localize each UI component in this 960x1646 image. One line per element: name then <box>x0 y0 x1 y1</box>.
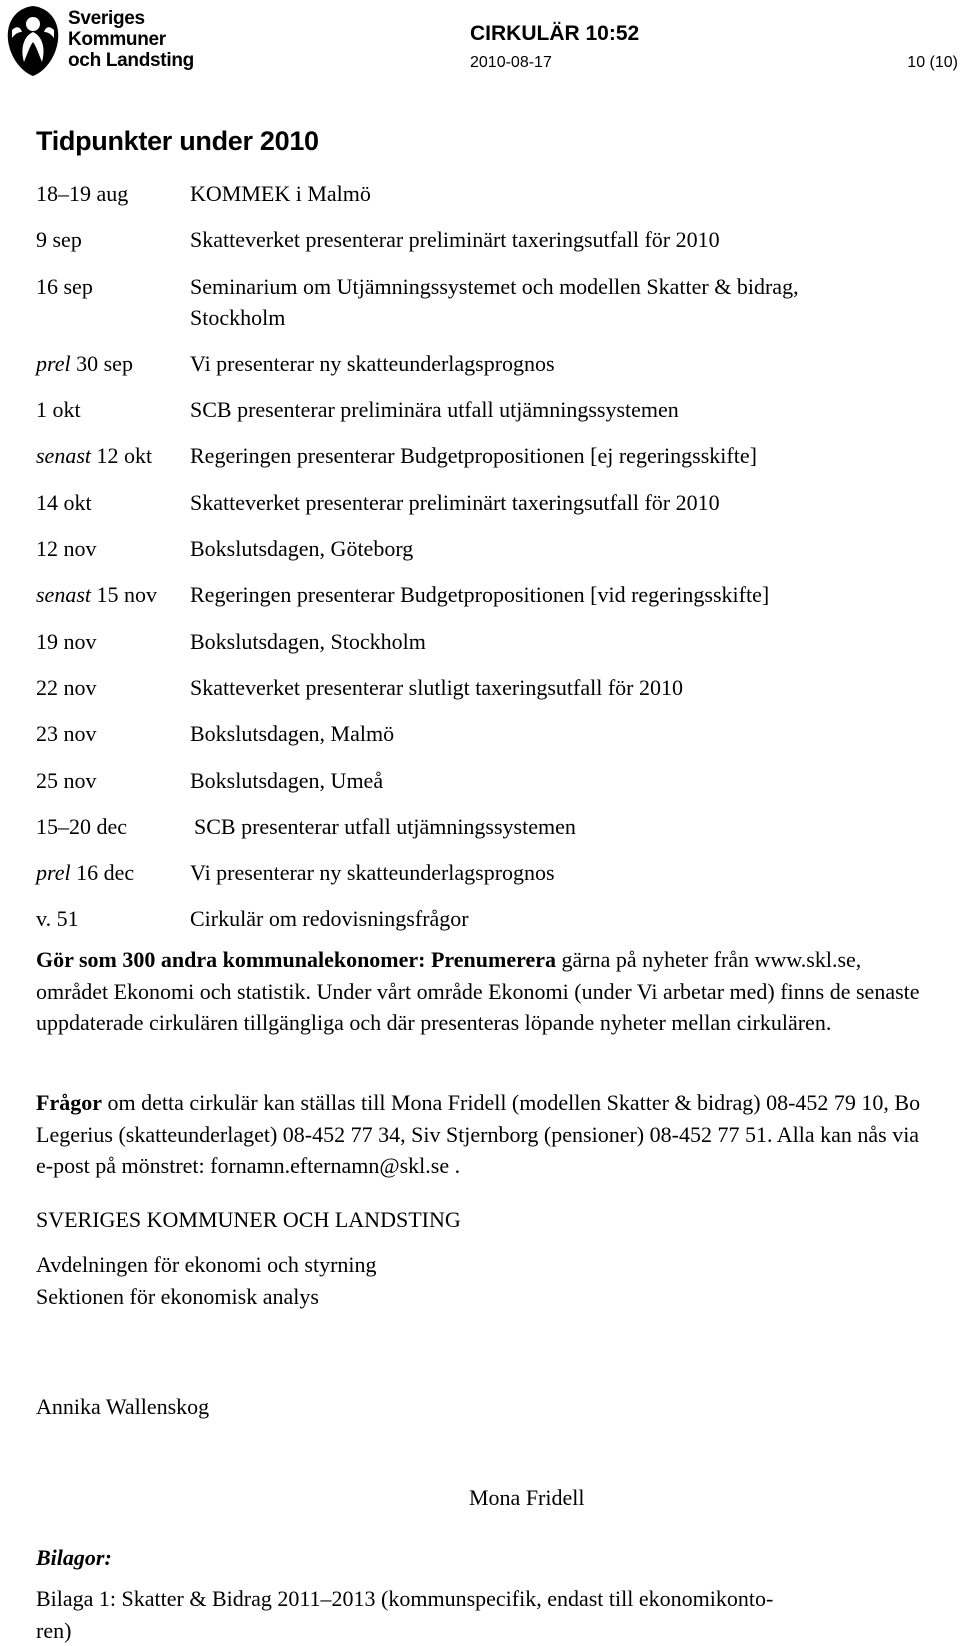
schedule-date-value: 12 okt <box>91 443 153 469</box>
page-number: 10 (10) <box>907 54 958 71</box>
schedule-date-qualifier: senast <box>36 582 91 608</box>
attachment-item <box>36 1583 773 1646</box>
schedule-row <box>36 579 936 610</box>
schedule-date-value: 25 nov <box>36 767 97 793</box>
schedule-event-line: Bokslutsdagen, Umeå <box>190 767 384 793</box>
schedule-row <box>36 857 936 888</box>
logo-line-1: Sveriges <box>68 8 145 29</box>
subscribe-bold: Gör som 300 andra kommunalekonomer: Prenumerera <box>36 947 557 972</box>
schedule-date <box>36 765 97 796</box>
schedule-event-line: Skatteverket presenterar preliminärt taxeringsutfall för 2010 <box>190 227 720 253</box>
schedule-date-value: 19 nov <box>36 628 97 654</box>
signature-1: Annika Wallenskog <box>36 1394 210 1419</box>
schedule-row <box>36 811 936 842</box>
schedule-date <box>36 811 127 842</box>
schedule-event <box>190 857 936 888</box>
schedule-row <box>36 533 936 564</box>
schedule-row <box>36 348 936 379</box>
schedule-event <box>190 487 936 518</box>
schedule-row <box>36 487 936 518</box>
schedule-date-value: 15–20 dec <box>36 813 128 839</box>
schedule-event-line: KOMMEK i Malmö <box>190 181 371 206</box>
schedule-date <box>36 271 93 302</box>
schedule-date-value: 30 sep <box>70 350 133 376</box>
skl-logo <box>0 0 200 80</box>
schedule-date <box>36 533 97 564</box>
schedule-date <box>36 348 133 379</box>
schedule-date-qualifier: prel <box>36 350 71 376</box>
questions-bold: Frågor <box>36 1090 102 1115</box>
schedule-event <box>190 903 936 934</box>
schedule-event <box>190 178 936 209</box>
schedule-event <box>194 811 936 842</box>
schedule-date-value: 16 sep <box>36 273 93 299</box>
logo-line-2: Kommuner <box>68 29 166 50</box>
schedule-event-line: Regeringen presenterar Budgetpropositionen [ej regeringsskifte] <box>190 443 757 469</box>
circular-title: CIRKULÄR 10:52 <box>470 22 640 45</box>
schedule-event <box>190 348 936 379</box>
schedule-event-line: Vi presenterar ny skatteunderlagsprognos <box>190 350 555 376</box>
schedule-event-line: Bokslutsdagen, Malmö <box>190 721 395 747</box>
schedule-event <box>190 672 936 703</box>
department-name: Avdelningen för ekonomi och styrning <box>36 1252 377 1277</box>
organization-name: SVERIGES KOMMUNER OCH LANDSTING <box>36 1207 461 1232</box>
schedule-event-line: Skatteverket presenterar preliminärt taxeringsutfall för 2010 <box>190 489 720 515</box>
schedule-event <box>190 394 936 425</box>
schedule-date-value: 15 nov <box>91 582 157 608</box>
schedule-row <box>36 394 936 425</box>
subscribe-text: gärna på nyheter från www.skl.se, området Ekonomi och statistik. Under vårt område Ekonomi (under Vi arbetar med) finns de senaste uppdaterade cirkulären tillgängliga och där presenteras löpande nyheter mellan cirkulären. <box>36 947 920 1035</box>
section-name: Sektionen för ekonomisk analys <box>36 1283 319 1309</box>
schedule-event <box>190 224 936 255</box>
schedule-event <box>190 271 936 333</box>
schedule-event <box>190 718 936 749</box>
schedule-date <box>36 672 97 703</box>
schedule-date-value: 18–19 aug <box>36 181 129 206</box>
questions-paragraph <box>36 1087 936 1182</box>
schedule-date-value: 16 dec <box>70 860 135 886</box>
schedule-date <box>36 857 134 888</box>
schedule-date-qualifier: prel <box>36 860 71 886</box>
schedule-date <box>36 440 152 471</box>
schedule-row <box>36 626 936 657</box>
signature-2: Mona Fridell <box>469 1485 585 1510</box>
schedule-row <box>36 672 936 703</box>
schedule-event-line: Vi presenterar ny skatteunderlagsprognos <box>190 860 555 886</box>
schedule-date-value: 14 okt <box>36 489 92 515</box>
schedule-row <box>36 903 936 934</box>
schedule-row <box>36 440 936 471</box>
schedule-date-value: 23 nov <box>36 721 97 747</box>
schedule-event <box>190 579 936 610</box>
schedule-date-value: 1 okt <box>36 397 81 423</box>
schedule-date <box>36 718 97 749</box>
schedule-event <box>190 765 936 796</box>
schedule-date <box>36 487 92 518</box>
schedule-date-qualifier: senast <box>36 443 91 469</box>
schedule-date <box>36 626 97 657</box>
schedule-event-line: Bokslutsdagen, Göteborg <box>190 536 414 562</box>
schedule-event-line: SCB presenterar preliminära utfall utjämningssystemen <box>190 397 679 423</box>
schedule-date-value: 12 nov <box>36 536 97 562</box>
schedule-row <box>36 271 936 333</box>
skl-emblem-icon <box>2 2 64 78</box>
schedule-row <box>36 178 936 209</box>
schedule-event <box>190 533 936 564</box>
attachment-line-1: Bilaga 1: Skatter & Bidrag 2011–2013 (kommunspecifik, endast till ekonomikonto- <box>36 1586 774 1611</box>
schedule-event-line: Bokslutsdagen, Stockholm <box>190 628 426 654</box>
schedule-row <box>36 718 936 749</box>
schedule-date <box>36 903 79 934</box>
schedule-row <box>36 765 936 796</box>
schedule-date <box>36 178 128 209</box>
schedule-event-line: Seminarium om Utjämningssystemet och modellen Skatter & bidrag, <box>190 273 799 299</box>
schedule-event <box>190 626 936 657</box>
schedule-date <box>36 224 82 255</box>
schedule-event-line: Stockholm <box>190 304 286 330</box>
page-heading: Tidpunkter under 2010 <box>36 126 319 156</box>
schedule-event-line: Cirkulär om redovisningsfrågor <box>190 906 469 932</box>
schedule-date <box>36 394 81 425</box>
logo-line-3: och Landsting <box>68 50 194 71</box>
schedule-event <box>190 440 936 471</box>
schedule-date-value: 9 sep <box>36 227 82 253</box>
schedule-event-line: Skatteverket presenterar slutligt taxeringsutfall för 2010 <box>190 674 684 700</box>
subscribe-paragraph <box>36 944 936 1039</box>
department-block <box>36 1249 377 1312</box>
schedule-list <box>36 178 936 950</box>
circular-date: 2010-08-17 <box>470 54 552 71</box>
schedule-date <box>36 579 157 610</box>
attachments-heading: Bilagor: <box>36 1545 112 1570</box>
schedule-date-value: 22 nov <box>36 674 97 700</box>
questions-text: om detta cirkulär kan ställas till Mona Fridell (modellen Skatter & bidrag) 08-452 79 10, Bo Legerius (skatteunderlaget) 08-452 77 34, Siv Stjernborg (pensioner) 08-452 77 51. Alla kan nås via e-post på mönstret: fornamn.efternamn@skl.se . <box>36 1090 921 1178</box>
attachment-line-2: ren) <box>36 1617 72 1643</box>
schedule-event-line: Regeringen presenterar Budgetpropositionen [vid regeringsskifte] <box>190 582 770 608</box>
schedule-event-line: SCB presenterar utfall utjämningssystemen <box>194 813 576 839</box>
schedule-date-value: v. 51 <box>36 906 79 932</box>
schedule-row <box>36 224 936 255</box>
